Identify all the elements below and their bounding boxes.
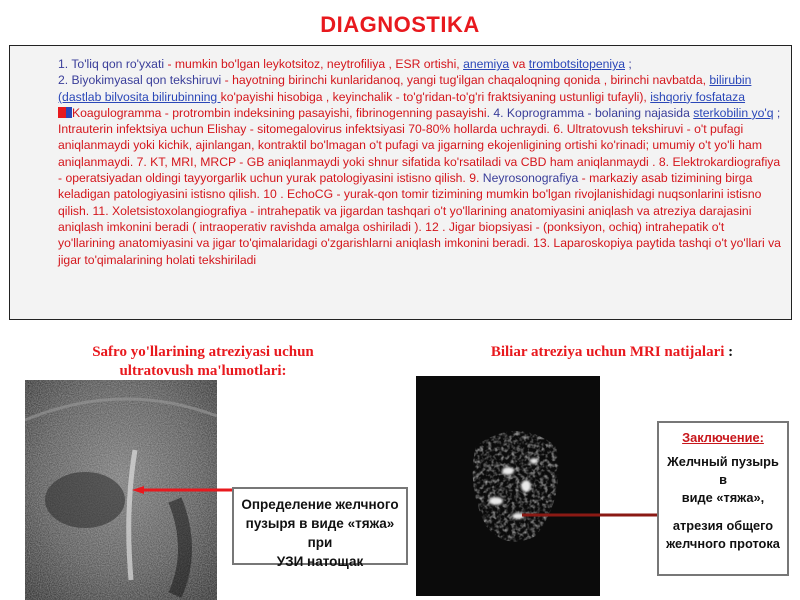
diagnostics-paragraph-2 [58,72,781,105]
ultrasound-callout-line1: Определение желчного [241,497,399,512]
page-title: DIAGNOSTIKA [320,12,480,37]
mri-callout-header: Заключение: [682,430,764,445]
diagnostics-text-box [9,45,792,320]
bilirubin-link[interactable]: bilirubin (dastlab bilvosita bilirubinning [58,73,752,104]
conjunction: va [509,57,529,71]
diagnostics-paragraph [58,56,781,72]
item-elishay: Intrauterin infektsiya uchun Elishay [58,122,247,137]
ultrasound-caption-line2: ultratovush ma'lumotlari: [119,363,287,379]
punctuation-2: ; [773,105,781,120]
item-biochemistry: 2. Biyokimyasal qon tekshiruvi [58,73,222,88]
mri-caption [452,343,772,362]
item-biochemistry-details: - hayotning birinchi kunlaridanoq, yangi tug'ilgan chaqaloqning qonida , birinchi navbatda, [221,73,710,88]
item-complete-blood-count: 1. To'liq qon ro'yxati [58,57,165,71]
ultrasound-callout-line2: пузыря в виде «тяжа» при [245,516,395,550]
anemiya-link[interactable]: anemiya [463,57,510,71]
ultrasound-caption [62,343,344,381]
mri-pointer-line-icon [522,512,662,518]
mri-caption-colon: : [724,344,734,360]
mri-callout-line4: желчного протока [666,536,780,551]
ultrasound-caption-line1: Safro yo'llarining atreziyasi uchun [92,344,314,360]
diagnostics-paragraph-3 [58,105,781,268]
sterkobilin-link[interactable]: sterkobilin yo'q [693,105,774,120]
ultrasound-callout-line3: УЗИ натощак [276,554,364,569]
item-koprogramma: . 4. Koprogramma - bolaning najasida [486,105,694,120]
mri-image [416,376,600,596]
overlap-marker [58,107,66,118]
item-koagulogramma: Koagulogramma - protrombin indeksining pasayishi, fibrinogenning pasayishi [72,105,487,120]
punctuation: ; [625,57,632,71]
item-neyrosonografiya: Neyrosonografiya [482,171,579,186]
ishqoriy-fosfataza-link[interactable]: ishqoriy fosfataza [650,89,746,104]
mri-callout [657,421,789,576]
mri-callout-line3: атрезия общего [672,518,774,533]
item-biochemistry-details-2: ko'payishi hisobiga , keyinchalik - to'g'ridan-to'g'ri fraktsiyaning ustunligi tufayli), [220,89,651,104]
mri-caption-text: Biliar atreziya uchun MRI natijalari [490,344,725,360]
items-6-9: - sitomegalovirus infektsiyasi 70-80% hollarda uchraydi. 6. Ultratovush tekshiruvi - o't pufagi aniqlanmaydi yoki kichik, ajinlangan, kontraktil bo'lmagan o't pufagi va jigarning ekojenligining ortishi ko'rinadi; umumiy o't yo'li ham aniqlanmaydi. 7. KT, MRI, MRCP - GB aniqlanmaydi yoki shnur sifatida ko'rsatiladi va CBD ham aniqlanmaydi . 8. Elektrokardiografiya - operatsiyadan oldingi tayyorgarlik uchun yurak patologiyasini istisno qilish. 9. [58,122,781,186]
item-cbc-details: - mumkin bo'lgan leykotsitoz, neytrofiliya , ESR ortishi, [164,57,464,71]
trombotsitopeniya-link[interactable]: trombotsitopeniya [528,57,625,71]
ultrasound-callout [232,487,408,569]
ultrasound-arrow-icon [132,486,236,494]
mri-callout-line1: Желчный пузырь в [667,454,779,487]
mri-callout-line2: виде «тяжа», [681,490,765,505]
items-9-13: - markaziy asab tizimining birga keladigan patologiyasini istisno qilish. 10 . EchoCG - yurak-qon tomir tizimining mumkin bo'lgan rivojlanishidagi nuqsonlarini istisno qilish. 11. Xoletsistoxolangiografiya - intrahepatik va jigardan tashqari o't yo'llarining anatomiyasini aniqlash va atreziya darajasini aniqlash imkonini beradi ( intraoperativ ravishda amalga oshiriladi ). 12 . Jigar biopsiyasi - (ponksiyon, ochiq) intrahepatik o't yo'llarining anatomiyasini va jigar to'qimalaridagi o'zgarishlarni aniqlash imkonini beradi. 13. Laparoskopiya paytida tashqi o't yo'llari va jigar to'qimalarining holati tekshiriladi [58,171,781,267]
